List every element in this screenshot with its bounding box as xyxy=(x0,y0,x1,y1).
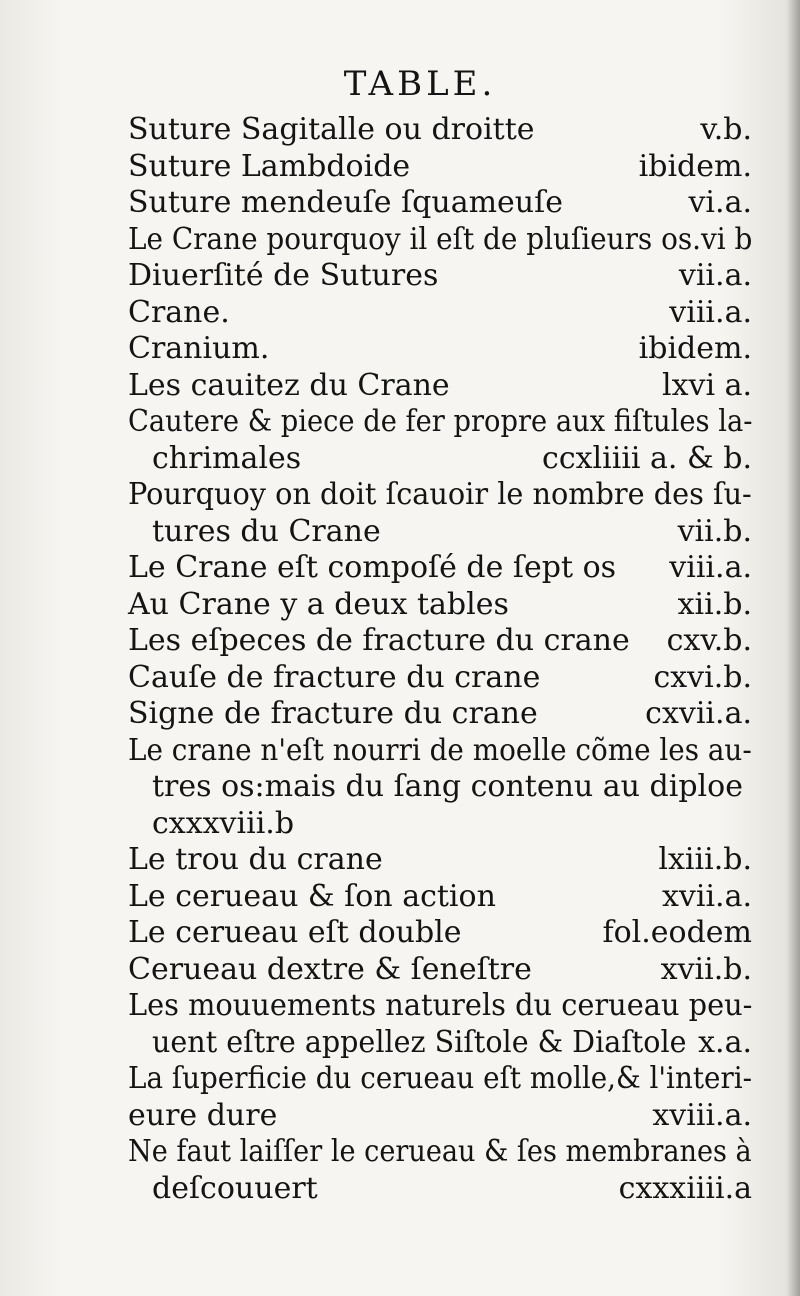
page-reference: lxvi a. xyxy=(661,367,752,403)
index-line xyxy=(128,258,752,295)
index-line xyxy=(128,514,752,551)
page-reference: cxv.b. xyxy=(666,623,752,658)
page-reference: v.b. xyxy=(700,112,752,147)
entry-text: Cautere & piece de fer propre aux fiſtules la- xyxy=(128,404,753,439)
page-reference: x.a. xyxy=(698,1024,752,1060)
entry-text: Suture Sagitalle ou droitte xyxy=(128,112,535,147)
index-line xyxy=(128,222,752,259)
page-reference: xvii.a. xyxy=(661,878,752,914)
entry-text: Les mouuements naturels du cerueau peu- xyxy=(128,988,753,1023)
page-reference: lxiii.b. xyxy=(658,842,752,877)
page-reference: cxvi.b. xyxy=(653,659,752,695)
entry-text: Suture mendeuſe ſquameuſe xyxy=(128,185,563,220)
page-reference: xviii.a. xyxy=(652,1097,752,1133)
index-line xyxy=(128,769,752,806)
entry-text: Cranium. xyxy=(128,331,270,366)
page-reference: ibidem. xyxy=(638,331,752,366)
page-reference: vi.a. xyxy=(688,185,752,220)
entry-text: cxxxviii.b xyxy=(152,805,295,841)
index-line xyxy=(128,1134,752,1171)
entry-text: Le trou du crane xyxy=(128,842,383,877)
page-reference: viii.a. xyxy=(669,294,752,330)
entry-text: tres os:mais du ſang contenu au diploe xyxy=(152,769,743,804)
index-line xyxy=(128,806,752,843)
index-line xyxy=(128,368,752,405)
index-entries xyxy=(128,112,752,1207)
page-reference: vii.a. xyxy=(678,258,752,293)
page-reference: xii.b. xyxy=(677,586,752,622)
index-line xyxy=(128,842,752,879)
entry-text: Le cerueau & ſon action xyxy=(128,878,496,914)
index-line xyxy=(128,331,752,368)
entry-text: Ne faut laiſſer le cerueau & ſes membranes à xyxy=(128,1134,752,1169)
page-reference: viii.a. xyxy=(669,550,752,585)
entry-text: Le cerueau eſt double xyxy=(128,915,462,950)
entry-text: uent eſtre appellez Siſtole & Diaſtole xyxy=(152,1024,687,1060)
entry-text: Cerueau dextre & ſeneſtre xyxy=(128,951,532,987)
index-line xyxy=(128,879,752,916)
index-line xyxy=(128,1171,752,1208)
index-line xyxy=(128,623,752,660)
index-line xyxy=(128,477,752,514)
entry-text: Le Crane eſt compoſé de ſept os xyxy=(128,550,617,585)
entry-text: Crane. xyxy=(128,294,230,330)
index-line xyxy=(128,185,752,222)
page-reference: fol.eodem xyxy=(602,915,752,950)
entry-text: eure dure xyxy=(128,1097,278,1133)
page-title: TABLE. xyxy=(343,64,497,104)
index-line xyxy=(128,952,752,989)
page-reference: xvii.b. xyxy=(660,951,752,987)
page-reference: cxxxiiii.a xyxy=(618,1170,752,1206)
entry-text: La ſuperficie du cerueau eſt molle,& l'interi- xyxy=(128,1061,752,1096)
index-line xyxy=(128,1098,752,1135)
index-line xyxy=(128,295,752,332)
index-line xyxy=(128,550,752,587)
entry-text: Suture Lambdoide xyxy=(128,148,411,184)
entry-text: Pourquoy on doit ſcauoir le nombre des ſu- xyxy=(128,477,752,512)
index-line xyxy=(128,696,752,733)
entry-text: Le Crane pourquoy il eſt de pluſieurs os.vi b xyxy=(128,221,753,257)
index-line xyxy=(128,1025,752,1062)
entry-text: Diuerſité de Sutures xyxy=(128,258,439,293)
entry-text: Les cauitez du Crane xyxy=(128,367,450,403)
index-line xyxy=(128,404,752,441)
index-line xyxy=(128,988,752,1025)
entry-text: Au Crane y a deux tables xyxy=(128,586,509,622)
entry-text: Cauſe de fracture du crane xyxy=(128,659,541,695)
entry-text: tures du Crane xyxy=(152,513,381,549)
index-line xyxy=(128,441,752,478)
entry-text: deſcouuert xyxy=(152,1170,318,1206)
index-line xyxy=(128,915,752,952)
page-reference: vii.b. xyxy=(677,513,752,549)
index-line xyxy=(128,660,752,697)
index-line xyxy=(128,587,752,624)
index-line xyxy=(128,1061,752,1098)
entry-text: Signe de fracture du crane xyxy=(128,696,538,731)
entry-text: Le crane n'eſt nourri de moelle cõme les au- xyxy=(128,732,752,768)
index-line xyxy=(128,112,752,149)
page-reference: cxvii.a. xyxy=(645,696,752,731)
index-line xyxy=(128,149,752,186)
index-line xyxy=(128,733,752,770)
page-reference: ccxliiii a. & b. xyxy=(542,440,752,476)
entry-text: Les eſpeces de fracture du crane xyxy=(128,623,630,658)
entry-text: chrimales xyxy=(152,440,302,476)
page-reference: ibidem. xyxy=(638,148,752,184)
